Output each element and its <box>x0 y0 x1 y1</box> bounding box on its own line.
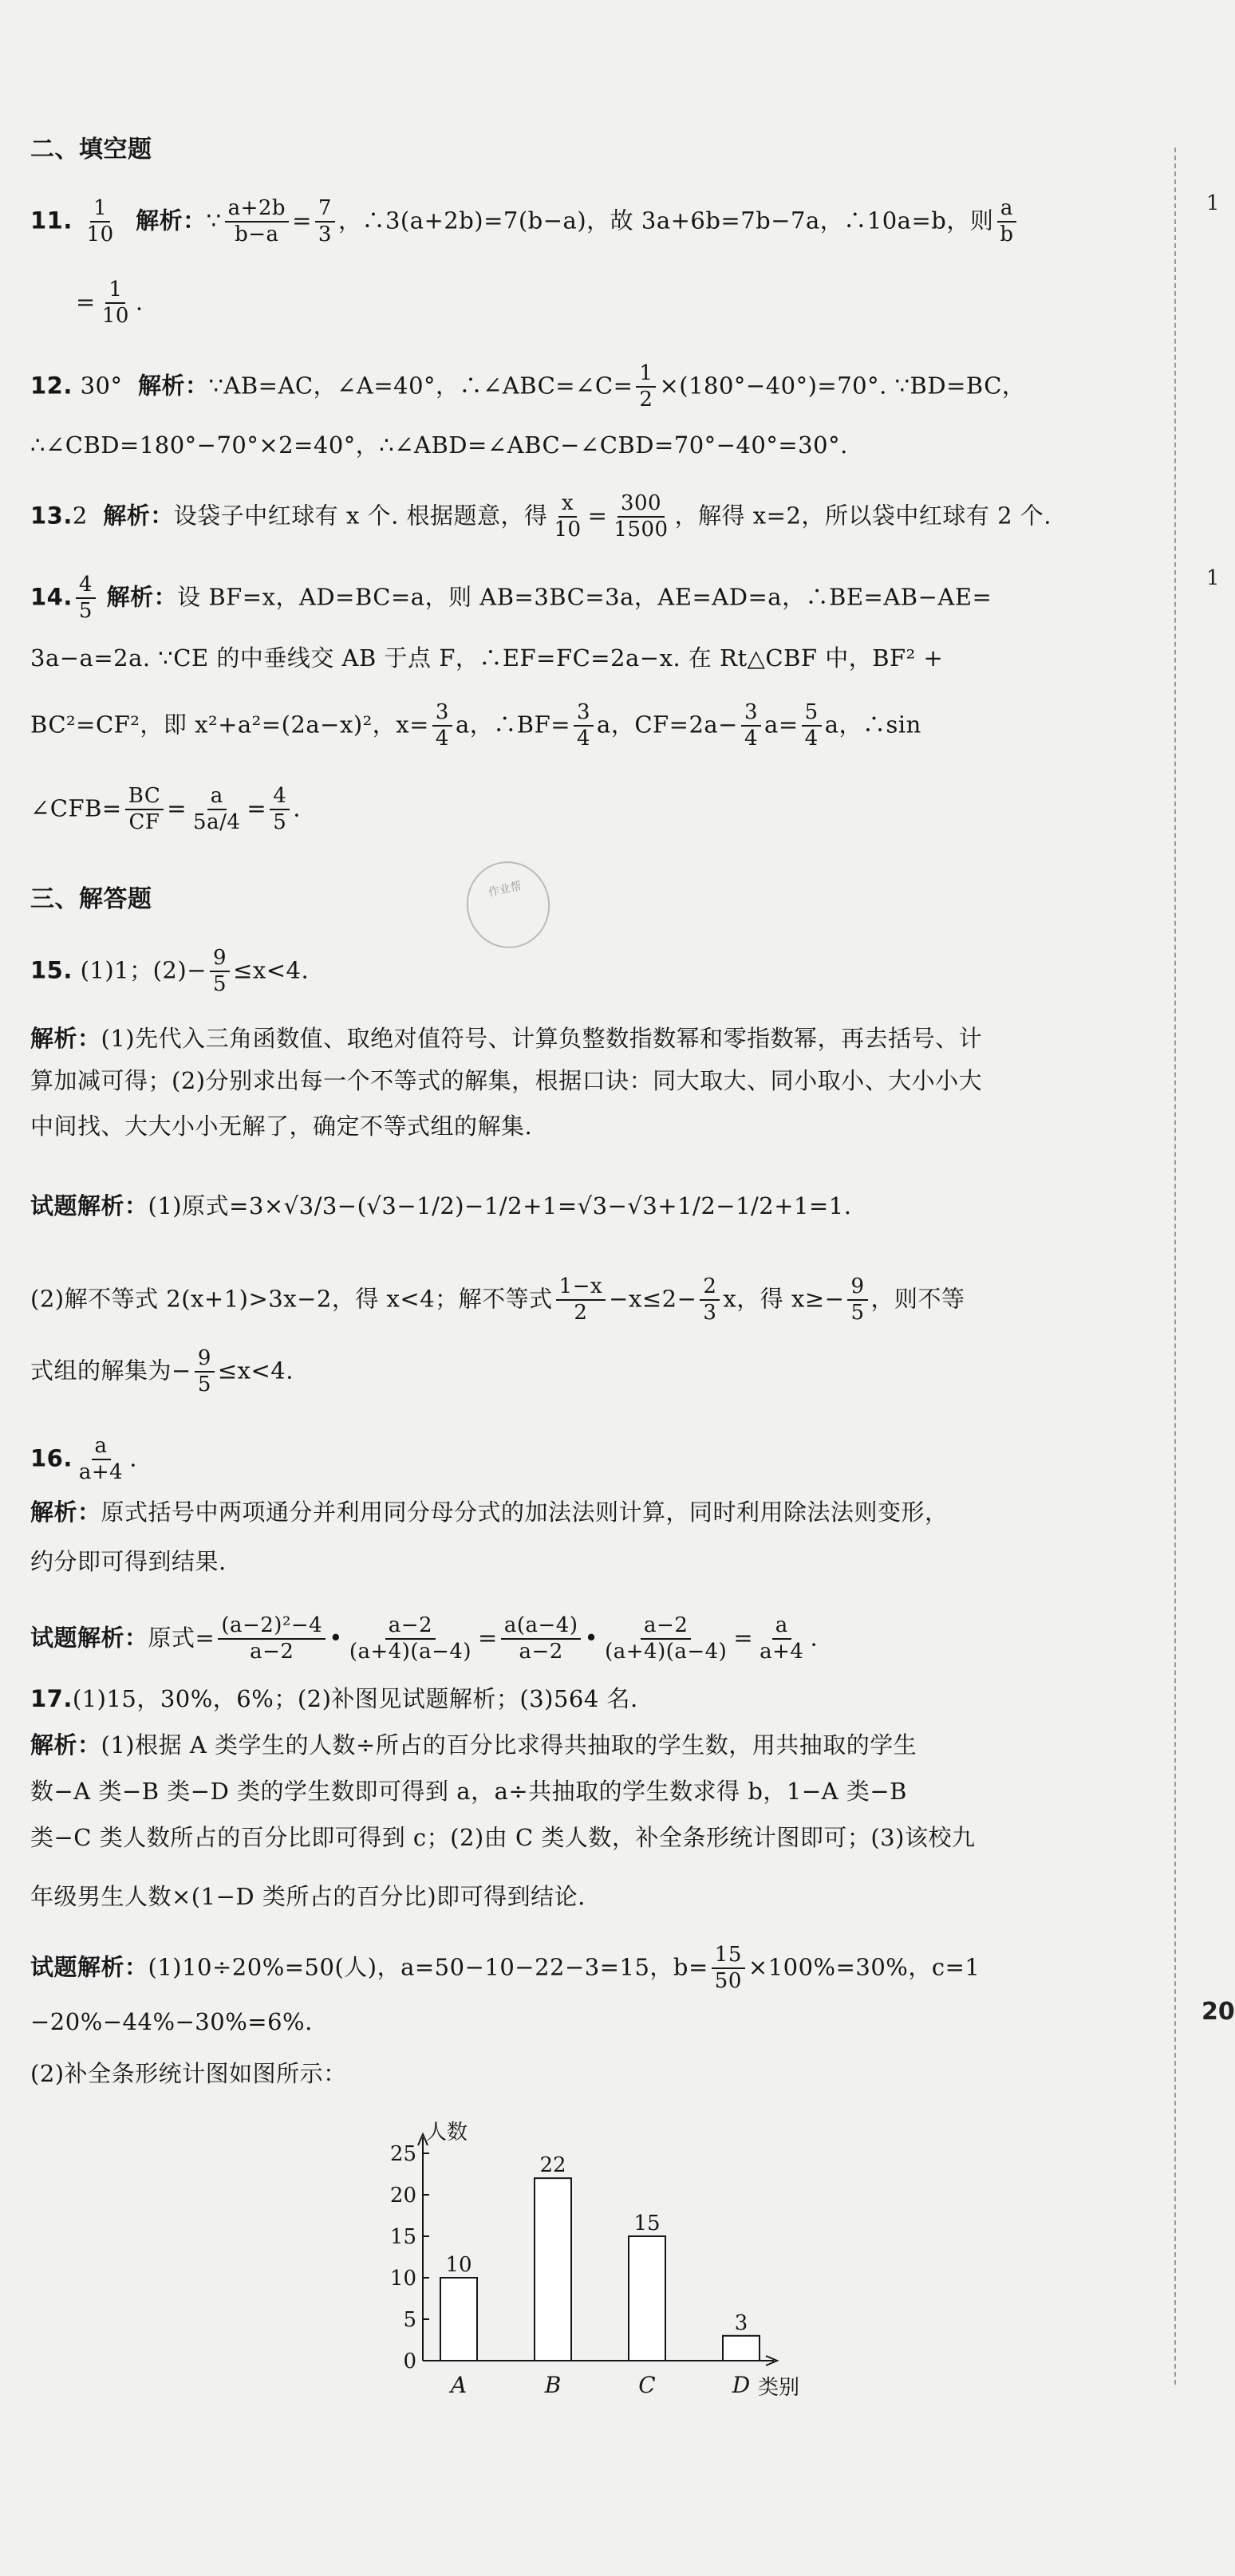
data-label-A: 10 <box>445 2253 472 2277</box>
x-tick-label-C: C <box>638 2372 656 2398</box>
q17-solution-line1: 试题解析：(1)10÷20%=50(人)，a=50−10−22−3=15，b= $\frac{15}{50}$ ×100%=30%，c=1 <box>30 1943 981 1994</box>
y-tick-label: 25 <box>389 2142 416 2166</box>
q14-line4: ∠CFB= $\frac{BC}{CF}$ = $\frac{a}{5a/4}$ = $\frac{4}{5}$ . <box>30 784 301 835</box>
y-tick-label: 15 <box>389 2225 416 2249</box>
data-label-C: 15 <box>633 2212 661 2235</box>
q11-line1: 11. $\frac{1}{10}$ 解析：∵ $\frac{a+2b}{b-a}$ = $\frac{7}{3}$ ，∴3(a+2b)=7(b−a)，故 3a+6b=7b−7a，∴10a=b，则 $\frac{a}{b}$ <box>30 198 1020 246</box>
q17-solution-line3: (2)补全条形统计图如图所示： <box>30 2060 347 2087</box>
x-axis-label: 类别 <box>758 2376 800 2400</box>
q15-explain-line3: 中间找、大大小小无解了，确定不等式组的解集. <box>30 1113 533 1140</box>
data-label-D: 3 <box>734 2310 748 2335</box>
y-tick-label: 5 <box>403 2308 416 2332</box>
q17-explain-line4: 年级男生人数×(1−D 类所占的百分比)即可得到结论. <box>30 1883 586 1910</box>
q15-solution-line1: 试题解析：(1)原式=3×√3/3−(√3−1/2)−1/2+1=√3−√3+1/2−1/2+1=1. <box>30 1192 852 1219</box>
q17-explain-line3: 类−C 类人数所占的百分比即可得到 c；(2)由 C 类人数，补全条形统计图即可；(3)该校九 <box>30 1824 976 1851</box>
q14-line3: BC²=CF²，即 x²+a²=(2a−x)²，x= $\frac{3}{4}$ a，∴BF= $\frac{3}{4}$ a，CF=2a− $\frac{3}{4}$ a= $\frac{5}{4}$ a，∴sin <box>30 700 921 751</box>
side-mark-mid: 1 <box>1206 566 1220 590</box>
x-tick-label-A: A <box>450 2372 468 2398</box>
q16-answer-line: 16. $\frac{a}{a+4}$ . <box>30 1434 137 1485</box>
bar-A <box>440 2278 477 2361</box>
q11-number: 11. <box>30 207 73 234</box>
y-tick-label: 0 <box>403 2350 416 2373</box>
q15-solution-line3: 式组的解集为− $\frac{9}{5}$ ≤x<4. <box>30 1346 294 1397</box>
q11-line2: = $\frac{1}{10}$ . <box>76 278 144 329</box>
q13-answer: 2 <box>72 502 88 530</box>
side-mark-top: 1 <box>1206 191 1220 215</box>
y-tick-label: 20 <box>389 2184 416 2208</box>
x-tick-label-D: D <box>732 2372 751 2398</box>
q17-explain-line1: 解析：(1)根据 A 类学生的人数÷所占的百分比求得共抽取的学生数，用共抽取的学生 <box>30 1731 917 1759</box>
q16-solution-line: 试题解析：原式= $\frac{\text{(a−2)²−4}}{a-2}$ • $\frac{a-2}{(a+4)(a-4)}$ = $\frac{a(a-4)}{a-2}$ • $\frac{a-2}{(a+4)(a-4)}$ = $\frac{a}{a+4}$ . <box>30 1613 819 1664</box>
data-label-B: 22 <box>539 2153 566 2178</box>
q12-line2: ∴∠CBD=180°−70°×2=40°，∴∠ABD=∠ABC−∠CBD=70°−40°=30°. <box>30 431 848 459</box>
q15-explain-line1: 解析：(1)先代入三角函数值、取绝对值符号、计算负整数指数幂和零指数幂，再去括号、计 <box>30 1025 983 1052</box>
faint-stamp-watermark: 作业帮 <box>459 853 558 955</box>
q11-answer: $\frac{1}{10}$ <box>86 196 114 247</box>
q17-solution-line2: −20%−44%−30%=6%. <box>30 2008 313 2035</box>
section-fill-in-heading: 二、填空题 <box>30 136 152 163</box>
bar-B <box>535 2178 571 2361</box>
q12-answer: 30° <box>80 372 123 400</box>
page-number: 20 <box>1201 1998 1235 2026</box>
q12-line1: 12. 30° 解析：∵AB=AC，∠A=40°，∴∠ABC=∠C= $\frac{1}{2}$ ×(180°−40°)=70°. ∵BD=BC， <box>30 361 1026 412</box>
q14-answer: $\frac{4}{5}$ <box>76 574 96 623</box>
x-tick-label-B: B <box>544 2372 562 2398</box>
y-axis-label: 人数 <box>426 2121 468 2145</box>
q16-explain-line1: 解析：原式括号中两项通分并利用同分母分式的加法法则计算，同时利用除法法则变形， <box>30 1499 949 1526</box>
q13-line1: 13.2 解析：设袋子中红球有 x 个. 根据题意，得 $\frac{x}{10}$ = $\frac{300}{1500}$ ，解得 x=2，所以袋中红球有 2 个. <box>30 491 1052 542</box>
q16-explain-line2: 约分即可得到结果. <box>30 1548 227 1575</box>
q15-solution-line2: (2)解不等式 2(x+1)>3x−2，得 x<4；解不等式 $\frac{1-x}{2}$ −x≤2− $\frac{2}{3}$ x，得 x≥− $\frac{9}{5}$ ，则不等 <box>30 1274 965 1325</box>
q14-line2: 3a−a=2a. ∵CE 的中垂线交 AB 于点 F，∴EF=FC=2a−x. 在 Rt△CBF 中，BF² + <box>30 644 944 672</box>
bar-C <box>629 2236 665 2361</box>
bar-D <box>723 2336 760 2361</box>
q15-explain-line2: 算加减可得；(2)分别求出每一个不等式的解集，根据口诀：同大取大、同小取小、大小小大 <box>30 1067 983 1094</box>
section-solve-heading: 三、解答题 <box>30 885 152 913</box>
bar-chart <box>375 2105 822 2409</box>
q11-label: 解析： <box>136 207 207 234</box>
q17-explain-line2: 数−A 类−B 类−D 类的学生数即可得到 a，a÷共抽取的学生数求得 b，1−A 类−B <box>30 1778 907 1805</box>
y-tick-label: 10 <box>389 2267 416 2290</box>
q14-line1: 14. $\frac{4}{5}$ 解析：设 BF=x，AD=BC=a，则 AB=3BC=3a，AE=AD=a，∴BE=AB−AE= <box>30 573 992 624</box>
q17-answer-line: 17.(1)15，30%，6%；(2)补图见试题解析；(3)564 名. <box>30 1685 638 1712</box>
q15-answer-line: 15. (1)1；(2)− $\frac{9}{5}$ ≤x<4. <box>30 946 310 997</box>
binding-dashed-line <box>1174 148 1176 2385</box>
